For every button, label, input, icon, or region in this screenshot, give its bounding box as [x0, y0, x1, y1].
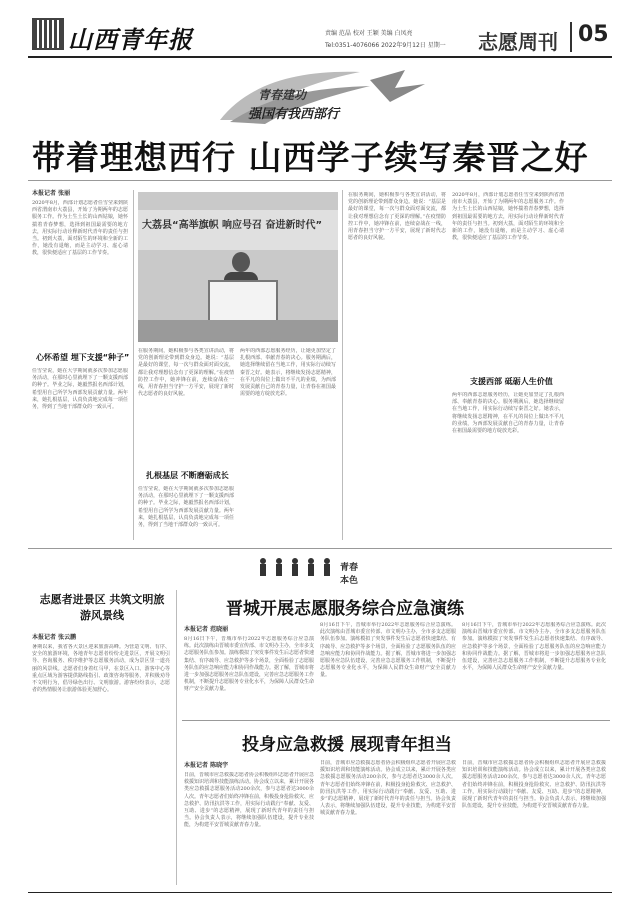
- story3-headline: 晋城开展志愿服务综合应急演练: [226, 599, 464, 619]
- story1-col3-text: 两年的西部志愿服务经历，让她更加坚定了扎根西部、奉献青春的决心。服务期满后，她选择继续留在当地工作，用实际行动续写秦晋之好。她表示，将继续发扬志愿精神，在平凡的岗位上做出不平凡的业绩，为西部发展贡献自己的青春力量，让青春在祖国最需要的地方绽放光彩。: [240, 348, 336, 398]
- story-separator: [182, 720, 610, 721]
- story1-byline: 本报记者 张丽: [32, 190, 71, 197]
- person-head: [232, 252, 250, 272]
- volunteer-silhouettes: [255, 556, 335, 578]
- page-number-text: 05: [578, 22, 609, 47]
- story4-text-col3: 日前，晋城市应急救援志愿者协会积极组织志愿者开展应急救援知识培训和技能演练活动。协会成立以来，累计开展各类应急救援志愿服务活动200余次，参与志愿者达3000余人次。青年志愿者们始终冲锋在前，积极投身抢险救灾、应急救护、防汛抗洪等工作，用实际行动践行“奉献、友爱、互助、进步”的志愿精神，展现了新时代青年的责任与担当。协会负责人表示，将继续加强队伍建设，提升专业技能，为构建平安晋城贡献青春力量。: [462, 760, 606, 810]
- story1-col5-text: 2020年8月，西部计划志愿者任雪莹来到陕西省渭南市大荔县，开始了为期两年的志愿服务工作。作为土生土长的山西姑娘，她怀揣着青春梦想，选择到祖国最需要的地方去，用实际行动诠释新时代青年的责任与担当。初到大荔，面对陌生的环境和全新的工作，她没有退缩，而是主动学习、虚心请教，很快便适应了基层的工作节奏。: [452, 192, 564, 242]
- story2-text: 暑期以来，我省各大景区迎来旅游高峰。为营造文明、有序、安全的旅游环境，各地青年志愿者纷纷走进景区，开展文明引导、咨询服务、秩序维护等志愿服务活动，成为景区里一道亮丽的风景线。志愿者们身着红马甲，在景区入口、游客中心等重点区域为游客提供路线指引、政策咨询等服务，并积极劝导不文明行为，倡导绿色出行、文明旅游。游客纷纷表示，志愿者的热情服务让旅游体验更加舒心。: [32, 644, 170, 694]
- story4-text-col1: 日前，晋城市应急救援志愿者协会积极组织志愿者开展应急救援知识培训和技能演练活动。协会成立以来，累计开展各类应急救援志愿服务活动200余次，参与志愿者达3000余人次。青年志愿者们始终冲锋在前，积极投身抢险救灾、应急救护、防汛抗洪等工作，用实际行动践行“奉献、友爱、互助、进步”的志愿精神，展现了新时代青年的责任与担当。协会负责人表示，将继续加强队伍建设，提升专业技能，为构建平安晋城贡献青春力量。: [184, 772, 314, 829]
- story2-byline: 本报记者 张云鹏: [32, 634, 77, 641]
- story1-col2-text: 在服务期间，她积极参与各类宣讲活动，将党的创新理论带到群众身边。她说：“基层是最好的课堂，每一次与群众面对面交流，都让我对理想信念有了更深的理解。”在疫情防控工作中，她冲锋在前，连续奋战在一线，用青春担当守护一方平安，展现了新时代志愿者的良好风貌。: [138, 348, 234, 398]
- story3-text-col1: 8月16日下午，晋城市举行2022年志愿服务综合应急演练。此次演练由晋城市委宣传部、市文明办主办，全市多支志愿服务队伍参加。演练模拟了突发事件发生后志愿者快速集结、有序疏导、应急救护等多个场景，全面检验了志愿服务队伍的应急响应能力和协同作战能力。据了解，晋城市将进一步加强志愿服务应急队伍建设，完善应急志愿服务工作机制，不断提升志愿服务专业化水平，为保障人民群众生命财产安全贡献力量。: [184, 636, 314, 693]
- photo-caption-text: 大荔县“高举旗帜 响应号召 奋进新时代”: [142, 220, 323, 231]
- bottom-rule: [28, 892, 612, 893]
- main-headline: 带着理想西行 山西学子续写秦晋之好: [32, 138, 589, 177]
- story3-byline: 本报记者 范晓丽: [184, 626, 229, 633]
- page-number: [570, 22, 610, 52]
- story3-text-col2: 8月16日下午，晋城市举行2022年志愿服务综合应急演练。此次演练由晋城市委宣传部、市文明办主办，全市多支志愿服务队伍参加。演练模拟了突发事件发生后志愿者快速集结、有序疏导、应急救护等多个场景，全面检验了志愿服务队伍的应急响应能力和协同作战能力。据了解，晋城市将进一步加强志愿服务应急队伍建设，完善应急志愿服务工作机制，不断提升志愿服务专业化水平，为保障人民群众生命财产安全贡献力量。: [320, 622, 456, 679]
- story4-text-col2: 日前，晋城市应急救援志愿者协会积极组织志愿者开展应急救援知识培训和技能演练活动。协会成立以来，累计开展各类应急救援志愿服务活动200余次，参与志愿者达3000余人次。青年志愿者们始终冲锋在前，积极投身抢险救灾、应急救护、防汛抗洪等工作，用实际行动践行“奉献、友爱、互助、进步”的志愿精神，展现了新时代青年的责任与担当。协会负责人表示，将继续加强队伍建设，提升专业技能，为构建平安晋城贡献青春力量。: [320, 760, 456, 817]
- story1-subhead-3: 支援西部 砥砺人生价值: [470, 377, 553, 386]
- masthead-info-2: Tel:0351-4076066 2022年9月12日 星期一: [325, 42, 446, 49]
- column-divider-3: [176, 590, 177, 885]
- column-divider: [133, 190, 134, 540]
- column-divider-2: [342, 190, 343, 540]
- headline-rule: [28, 180, 612, 181]
- qr-code: [32, 18, 64, 50]
- story4-byline: 本报记者 陈晓宇: [184, 762, 229, 769]
- section-banner-text: 青春 本色: [340, 563, 359, 586]
- story1-subhead-1: 心怀希望 埋下支援“种子”: [36, 353, 130, 362]
- masthead-rule: [28, 56, 612, 58]
- story1-col1-text-2: 任雪莹说，她在大学期间就多次参加志愿服务活动，在那时心里就埋下了一颗支援西部的种子。毕业之际，她毅然报名西部计划，希望用自己所学为西部发展贡献力量。两年来，她扎根基层，认真负责地完成每一项任务，得到了当地干部群众的一致认可。: [32, 368, 128, 411]
- story1-subhead-2: 扎根基层 不断磨砺成长: [146, 471, 229, 480]
- masthead-info-1: 责编 范晶 校对 王颖 美编 白凤亮: [325, 30, 413, 37]
- section-title: 志愿周刊: [478, 30, 558, 54]
- paper-name: 山西青年报: [68, 25, 193, 54]
- story1-col1-text: 2020年8月，西部计划志愿者任雪莹来到陕西省渭南市大荔县，开始了为期两年的志愿服务工作。作为土生土长的山西姑娘，她怀揣着青春梦想，选择到祖国最需要的地方去，用实际行动诠释新时代青年的责任与担当。初到大荔，面对陌生的环境和全新的工作，她没有退缩，而是主动学习、虚心请教，很快便适应了基层的工作节奏。: [32, 200, 128, 257]
- story4-headline: 投身应急救援 展现青年担当: [242, 735, 452, 755]
- story3-text-col3: 8月16日下午，晋城市举行2022年志愿服务综合应急演练。此次演练由晋城市委宣传部、市文明办主办，全市多支志愿服务队伍参加。演练模拟了突发事件发生后志愿者快速集结、有序疏导、应急救护等多个场景，全面检验了志愿服务队伍的应急响应能力和协同作战能力。据了解，晋城市将进一步加强志愿服务应急队伍建设，完善应急志愿服务工作机制，不断提升志愿服务专业化水平，为保障人民群众生命财产安全贡献力量。: [462, 622, 606, 672]
- story2-headline: 志愿者进景区 共筑文明旅游风景线: [39, 593, 165, 622]
- banner-line-1: 青春建功: [258, 88, 307, 102]
- photo-floor: [138, 320, 338, 342]
- story1-col2-text-2: 任雪莹说，她在大学期间就多次参加志愿服务活动，在那时心里就埋下了一颗支援西部的种子。毕业之际，她毅然报名西部计划，希望用自己所学为西部发展贡献力量。两年来，她扎根基层，认真负责地完成每一项任务，得到了当地干部群众的一致认可。: [138, 486, 234, 529]
- story1-col5-text-2: 两年的西部志愿服务经历，让她更加坚定了扎根西部、奉献青春的决心。服务期满后，她选择继续留在当地工作，用实际行动续写秦晋之好。她表示，将继续发扬志愿精神，在平凡的岗位上做出不平凡的业绩，为西部发展贡献自己的青春力量，让青春在祖国最需要的地方绽放光彩。: [452, 392, 564, 435]
- news-photo: [138, 192, 338, 342]
- banner-line-2: 强国有我西部行: [248, 107, 340, 122]
- story1-col4-text: 在服务期间，她积极参与各类宣讲活动，将党的创新理论带到群众身边。她说：“基层是最好的课堂，每一次与群众面对面交流，都让我对理想信念有了更深的理解。”在疫情防控工作中，她冲锋在前，连续奋战在一线，用青春担当守护一方平安，展现了新时代志愿者的良好风貌。: [348, 192, 446, 242]
- section-rule: [28, 548, 612, 549]
